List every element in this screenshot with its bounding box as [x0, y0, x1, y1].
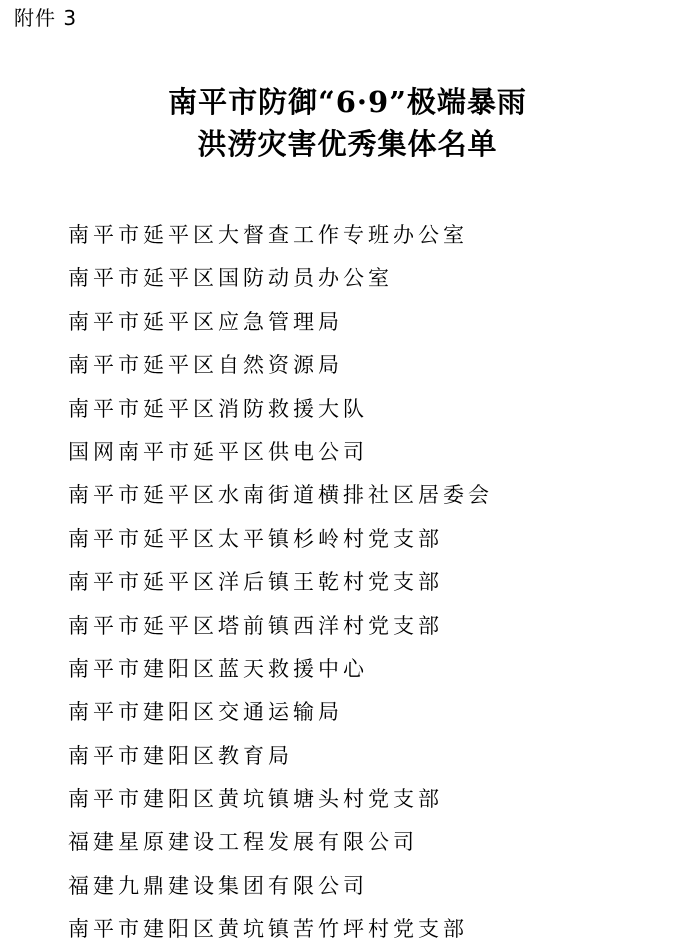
- list-item: 南平市建阳区黄坑镇塘头村党支部: [68, 787, 443, 812]
- list-item: 福建九鼎建设集团有限公司: [68, 873, 368, 898]
- list-item: 南平市延平区塔前镇西洋村党支部: [68, 613, 443, 638]
- list-item: 南平市延平区太平镇杉岭村党支部: [68, 526, 443, 551]
- list-item: 南平市延平区应急管理局: [68, 309, 343, 334]
- list-item: 南平市延平区水南街道横排社区居委会: [68, 483, 493, 508]
- list-item: 南平市延平区大督查工作专班办公室: [68, 223, 468, 247]
- list-item: 国网南平市延平区供电公司: [68, 439, 368, 464]
- list-item: 南平市延平区洋后镇王乾村党支部: [68, 570, 443, 595]
- list-item: 南平市延平区国防动员办公室: [68, 266, 393, 291]
- document-title-line-2: 洪涝灾害优秀集体名单: [197, 127, 498, 161]
- honoree-list: [68, 214, 493, 952]
- list-item: 南平市延平区消防救援大队: [68, 396, 368, 421]
- list-item: 南平市建阳区蓝天救援中心: [68, 656, 368, 681]
- attachment-label: 附件 3: [14, 6, 78, 30]
- list-item: 南平市建阳区黄坑镇苦竹坪村党支部: [68, 917, 468, 942]
- list-item: 南平市延平区自然资源局: [68, 353, 343, 378]
- list-item: 福建星原建设工程发展有限公司: [68, 830, 418, 855]
- list-item: 南平市建阳区教育局: [68, 743, 293, 768]
- document-title-line-1: 南平市防御“6·9”极端暴雨: [168, 85, 527, 119]
- list-item: 南平市建阳区交通运输局: [68, 700, 343, 725]
